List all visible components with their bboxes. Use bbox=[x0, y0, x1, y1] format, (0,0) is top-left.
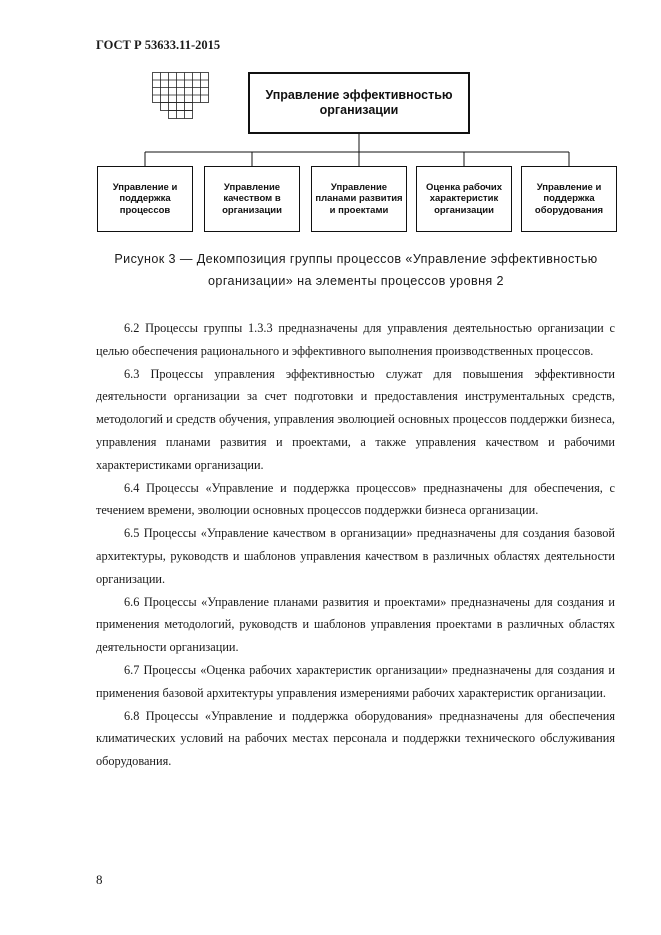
paragraph-6-4: 6.4 Процессы «Управление и поддержка процессов» предназначены для обеспечения, с течением времени, эволюции основных процессов поддержки бизнеса организации. bbox=[96, 480, 615, 518]
process-box-performance-assessment: Оценка рабочих характеристик организации bbox=[416, 166, 512, 232]
figure-caption-line1: Рисунок 3 — Декомпозиция группы процессов «Управление эффективностью bbox=[114, 252, 598, 266]
paragraph-6-6: 6.6 Процессы «Управление планами развития и проектами» предназначены для создания и применения методологий, руководств и шаблонов управления проектами в различных областях деятельности организации. bbox=[96, 594, 615, 655]
document-header: ГОСТ Р 53633.11-2015 bbox=[96, 38, 221, 52]
paragraph-6-2: 6.2 Процессы группы 1.3.3 предназначены для управления деятельностью организации с целью обеспечения рационального и эффективного выполнения производственных процессов. bbox=[96, 321, 615, 358]
process-box-equipment-management: Управление и поддержка оборудования bbox=[521, 166, 617, 232]
paragraph-6-8: 6.8 Процессы «Управление и поддержка оборудования» предназначены для обеспечения климатических условий на рабочих местах персонала и поддержки технического обслуживания оборудования. bbox=[96, 708, 615, 769]
paragraph-6-5: 6.5 Процессы «Управление качеством в организации» предназначены для создания базовой архитектуры, руководств и шаблонов управления качеством в различных областях деятельности организации. bbox=[96, 526, 615, 586]
figure-caption-line2: организации» на элементы процессов уровня 2 bbox=[208, 274, 504, 288]
page-number: 8 bbox=[96, 872, 103, 887]
process-group-box: Управление эффективностью организации bbox=[248, 72, 470, 134]
process-box-project-management: Управление планами развития и проектами bbox=[311, 166, 407, 232]
process-box-process-management: Управление и поддержка процессов bbox=[97, 166, 193, 232]
process-box-quality-management: Управление качеством в организации bbox=[204, 166, 300, 232]
paragraph-6-7: 6.7 Процессы «Оценка рабочих характеристик организации» предназначены для создания и применения базовой архитектуры управления измерениями рабочих характеристик организации. bbox=[96, 662, 615, 700]
body-text bbox=[96, 317, 615, 773]
paragraph-6-3: 6.3 Процессы управления эффективностью служат для повышения эффективности деятельности организации за счет подготовки и предоставления инструментальных средств, методологий и средств обучения, управления эволюцией основных процессов поддержки бизнеса, управления планами развития и проектами, а также управления качеством и рабочими характеристиками организации. bbox=[96, 366, 615, 472]
